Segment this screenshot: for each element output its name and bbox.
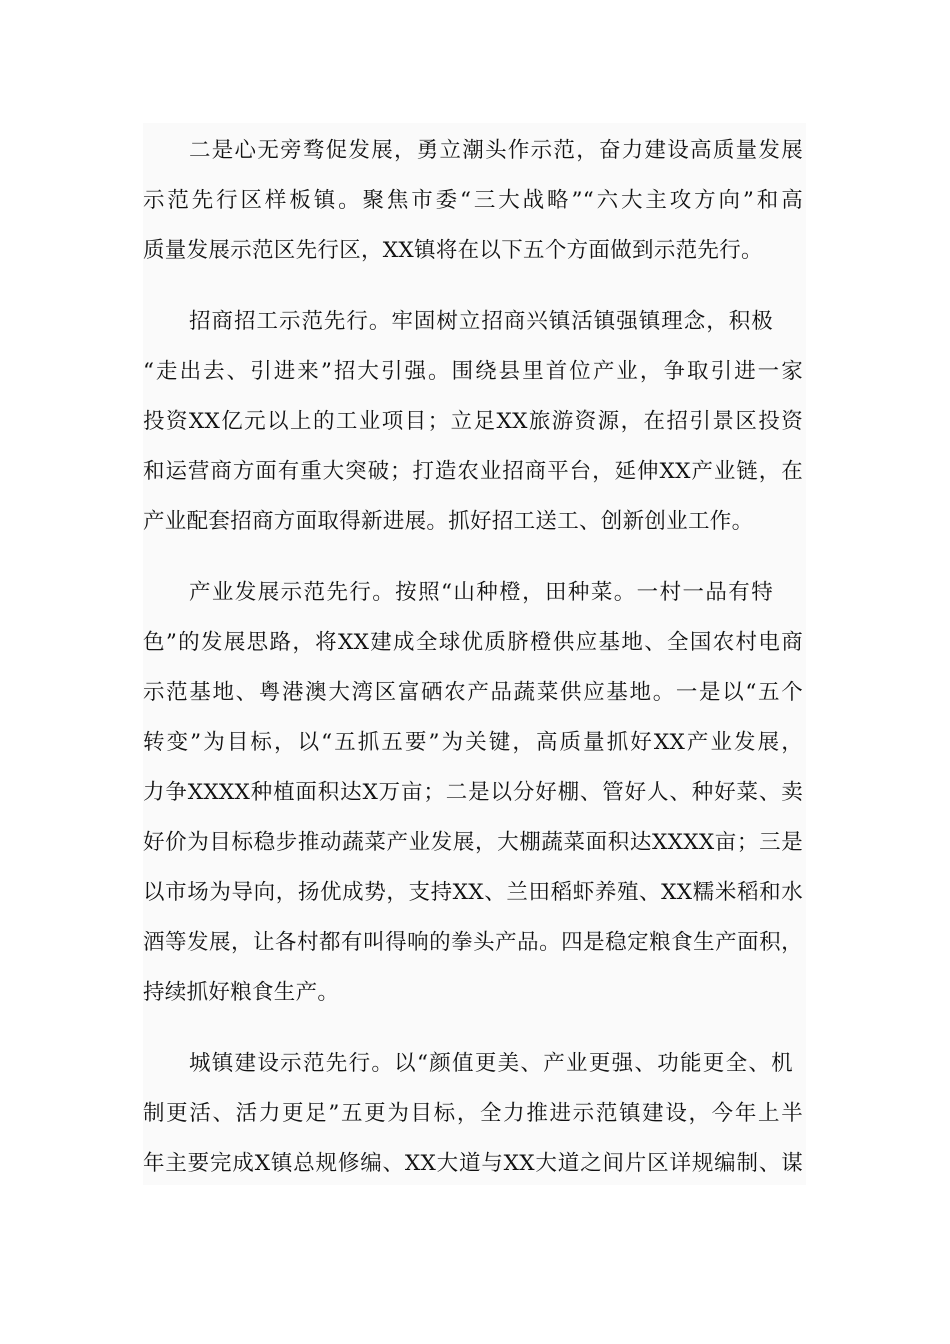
paragraph-line: 年主要完成X镇总规修编、XX大道与XX大道之间片区详规编制、谋 bbox=[143, 1151, 803, 1176]
paragraph-line: 和运营商方面有重大突破；打造农业招商平台，延伸XX产业链，在 bbox=[143, 459, 803, 484]
paragraph-line: 投资XX亿元以上的工业项目；立足XX旅游资源，在招引景区投资 bbox=[143, 409, 803, 434]
paragraph-line: 持续抓好粮食生产。 bbox=[143, 980, 340, 1005]
paragraph-line: 酒等发展，让各村都有叫得响的拳头产品。四是稳定粮食生产面积， bbox=[143, 930, 803, 955]
paragraph-line: 制更活、活力更足”五更为目标，全力推进示范镇建设，今年上半 bbox=[143, 1101, 803, 1126]
paragraph-line: 示范基地、粤港澳大湾区富硒农产品蔬菜供应基地。一是以“五个 bbox=[143, 680, 803, 705]
paragraph-line: 色”的发展思路，将XX建成全球优质脐橙供应基地、全国农村电商 bbox=[143, 630, 803, 655]
document-body bbox=[143, 123, 806, 1185]
paragraph-line: 产业配套招商方面取得新进展。抓好招工送工、创新创业工作。 bbox=[143, 509, 754, 534]
paragraph-line: 以市场为导向，扬优成势，支持XX、兰田稻虾养殖、XX糯米稻和水 bbox=[143, 880, 803, 905]
paragraph-line: 产业发展示范先行。按照“山种橙，田种菜。一村一品有特 bbox=[189, 580, 773, 605]
paragraph-line: 好价为目标稳步推动蔬菜产业发展，大棚蔬菜面积达XXXX亩；三是 bbox=[143, 830, 803, 855]
paragraph-line: 城镇建设示范先行。以“颜值更美、产业更强、功能更全、机 bbox=[189, 1051, 793, 1076]
paragraph-line: 招商招工示范先行。牢固树立招商兴镇活镇强镇理念，积极 bbox=[189, 309, 773, 334]
paragraph-line: 力争XXXX种植面积达X万亩；二是以分好棚、管好人、种好菜、卖 bbox=[143, 780, 803, 805]
paragraph-line: 示范先行区样板镇。聚焦市委“三大战略”“六大主攻方向”和高 bbox=[143, 188, 803, 213]
paragraph-line: 转变”为目标，以“五抓五要”为关键，高质量抓好XX产业发展， bbox=[143, 730, 803, 755]
paragraph-line: “走出去、引进来”招大引强。围绕县里首位产业，争取引进一家 bbox=[143, 359, 803, 384]
paragraph-line: 二是心无旁骛促发展，勇立潮头作示范，奋力建设高质量发展 bbox=[189, 138, 803, 163]
paragraph-line: 质量发展示范区先行区，XX镇将在以下五个方面做到示范先行。 bbox=[143, 238, 763, 263]
